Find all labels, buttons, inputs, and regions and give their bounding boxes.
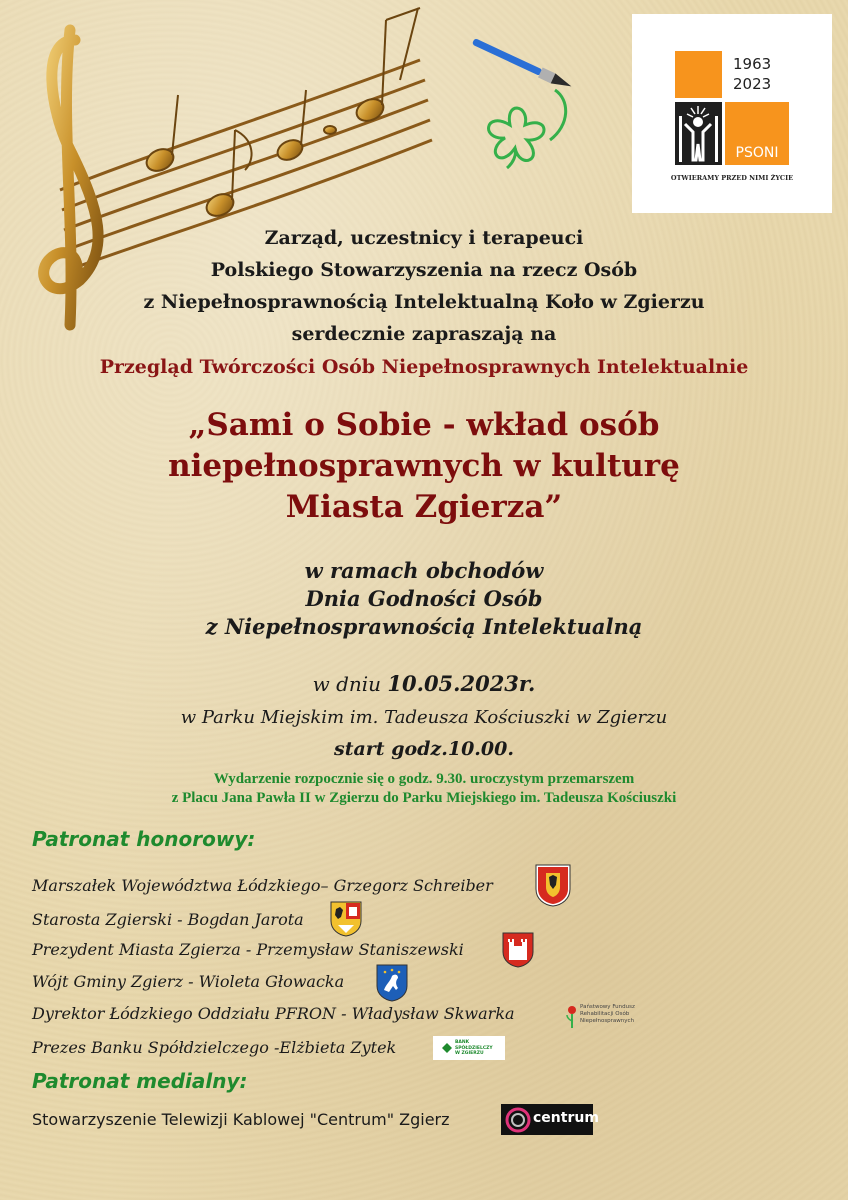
pfron-logo [566,1003,646,1033]
pfron-logo-line-3: Niepełnosprawnych [580,1018,635,1024]
intro-line-1: Zarząd, uczestnicy i terapeuci [264,227,584,249]
media-patronage-heading: Patronat medialny: [32,1069,248,1093]
start-time: start godz.10.00. [334,738,514,760]
event-title [0,405,848,528]
zgierz-city-crest-icon [502,932,534,968]
logo-year-end: 2023 [733,75,772,93]
honorary-patronage-heading: Patronat honorowy: [32,827,256,851]
occasion-line-1: w ramach obchodów [304,558,544,583]
patron-bank: Prezes Banku Spółdzielczego -Elżbieta Zytek [32,1038,397,1057]
zgierz-commune-crest-icon [376,964,408,1002]
lodzkie-crest-icon [534,863,572,907]
patron-mayor: Prezydent Miasta Zgierza - Przemysław Staniszewski [32,940,464,959]
logo-orange-square [675,51,722,98]
patron-wojt: Wójt Gminy Zgierz - Wioleta Głowacka [32,972,345,991]
intro-line-3: z Niepełnosprawnością Intelektualną Koło w Zgierzu [143,291,705,313]
centrum-swirl-icon [505,1107,531,1133]
intro-line-4: serdecznie zapraszają na [291,323,557,345]
occasion-line-2: Dnia Godności Osób [305,586,543,611]
patron-pfron: Dyrektor Łódzkiego Oddziału PFRON - Władysław Skwarka [32,1004,515,1023]
event-date [0,671,848,696]
logo-slogan: OTWIERAMY PRZED NIMI ŻYCIE [670,174,794,182]
bank-logo-icon [441,1041,453,1055]
centrum-logo-text: centrum [533,1110,599,1126]
occasion-text [0,557,848,641]
march-info [0,770,848,808]
occasion-line-3: z Niepełnosprawnością Intelektualną [205,614,643,639]
pfron-logo-line-2: Rehabilitacji Osób [580,1011,630,1017]
logo-name: PSONI [735,145,779,161]
media-patron: Stowarzyszenie Telewizji Kablowej "Centrum" Zgierz [32,1110,450,1129]
march-line-2: z Placu Jana Pawła II w Zgierzu do Parku Miejskiego im. Tadeusza Kościuszki [171,790,677,806]
date-prefix: w dniu [312,672,382,696]
bank-logo-line-1: BANK [455,1040,470,1045]
march-line-1: Wydarzenie rozpocznie się o godz. 9.30. uroczystym przemarszem [213,771,635,787]
pfron-logo-line-1: Państwowy Fundusz [580,1004,635,1010]
bank-logo-line-2: SPÓŁDZIELCZY [455,1045,493,1051]
date-value: 10.05.2023r. [387,671,536,696]
intro-line-2: Polskiego Stowarzyszenia na rzecz Osób [210,259,638,281]
pfron-flower-icon [566,1005,578,1029]
logo-figure-icon [675,102,722,165]
psoni-logo [632,14,832,213]
brush-clover-icon [455,30,585,170]
patron-starosta: Starosta Zgierski - Bogdan Jarota [32,910,304,929]
zgierski-county-crest-icon [330,901,362,937]
title-line-1: „Sami o Sobie - wkład osób [188,407,660,443]
bank-logo-line-3: W ZGIERZU [455,1051,484,1056]
title-line-2: niepełnosprawnych w kulturę [168,448,680,484]
centrum-logo [501,1104,599,1135]
event-subtitle: Przegląd Twórczości Osób Niepełnosprawnych Intelektualnie [99,356,749,378]
bank-logo [433,1036,505,1060]
logo-name-block [725,102,789,165]
patron-marshal: Marszałek Województwa Łódzkiego– Grzegorz Schreiber [32,876,493,895]
logo-year-start: 1963 [733,55,772,73]
intro-text [0,222,848,350]
logo-years [733,54,771,94]
title-line-3: Miasta Zgierza” [285,489,563,525]
event-place: w Parku Miejskim im. Tadeusza Kościuszki w Zgierzu [180,707,668,728]
